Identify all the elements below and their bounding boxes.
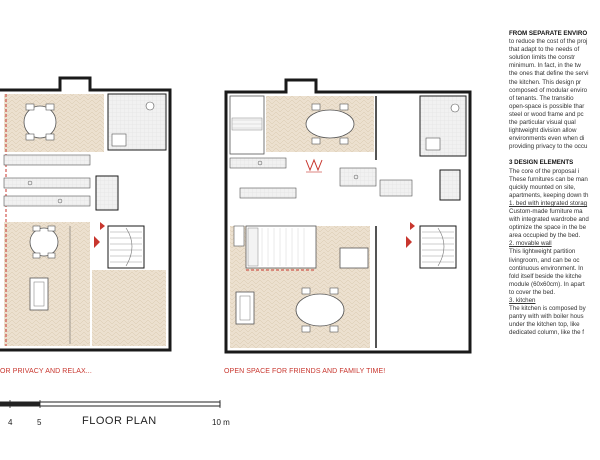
paragraph-line: dedicated column, like the f bbox=[509, 329, 584, 337]
paragraph-line: minimum. In fact, in the tw bbox=[509, 62, 581, 70]
paragraph-line: environments even when di bbox=[509, 135, 585, 143]
paragraph-line: with integrated wardrobe and bbox=[509, 216, 589, 224]
paragraph-line: to reduce the cost of the proj bbox=[509, 38, 588, 46]
paragraph-line: quickly mounted on site, bbox=[509, 183, 576, 191]
item-title-kitchen: 3. kitchen bbox=[509, 297, 536, 304]
paragraph-line: lightweight division allow bbox=[509, 127, 577, 135]
section-heading-design-elements: 3 DESIGN ELEMENTS bbox=[509, 159, 574, 167]
right-plan-caption: OPEN SPACE FOR FRIENDS AND FAMILY TIME! bbox=[224, 368, 386, 375]
staircase-icon bbox=[108, 226, 144, 268]
right-floor-plan bbox=[226, 80, 470, 352]
scale-tick-4: 4 bbox=[8, 418, 13, 427]
description-text-column bbox=[509, 30, 600, 460]
paragraph-line: providing privacy to the occu bbox=[509, 143, 588, 151]
staircase-icon bbox=[420, 226, 456, 268]
paragraph-line: open-space is possible thar bbox=[509, 102, 585, 110]
paragraph-line: module (60x60cm). In apart bbox=[509, 280, 585, 288]
sofa-icon bbox=[236, 292, 254, 324]
left-plan-caption: OR PRIVACY AND RELAX... bbox=[0, 368, 92, 375]
paragraph-line: optimize the space in the be bbox=[509, 224, 587, 232]
paragraph-line: the kitchen. This design pr bbox=[509, 78, 582, 86]
paragraph-line: The core of the proposal i bbox=[509, 167, 580, 175]
scale-bar-graphic bbox=[0, 396, 240, 416]
paragraph-line: solution limits the constr bbox=[509, 54, 576, 62]
floor-plan-title: FLOOR PLAN bbox=[82, 415, 157, 427]
dining-table-icon bbox=[24, 104, 56, 140]
dining-table-oval-icon bbox=[306, 104, 354, 144]
sofa-icon bbox=[30, 278, 48, 310]
double-bed-icon bbox=[246, 226, 316, 270]
paragraph-line: steel or wood frame and pc bbox=[509, 110, 584, 118]
paragraph-line: pantry with with boiler hous bbox=[509, 313, 584, 321]
paragraph-line: under the kitchen top, like bbox=[509, 321, 580, 329]
paragraph-line: composed of modular enviro bbox=[509, 86, 588, 94]
paragraph-line: apartments, keeping down th bbox=[509, 191, 589, 199]
paragraph-line: the ones that define the servi bbox=[509, 70, 589, 78]
paragraph-line: These furnitures can be man bbox=[509, 175, 588, 183]
paragraph-line: The kitchen is composed by bbox=[509, 305, 586, 313]
scale-tick-10m: 10 m bbox=[212, 418, 230, 427]
item-title-movable-wall: 2. movable wall bbox=[509, 240, 552, 248]
folding-wall-icon bbox=[306, 160, 322, 170]
paragraph-line: area occupied by the bed. bbox=[509, 232, 581, 240]
paragraph-line: fold itself beside the kitche bbox=[509, 272, 582, 280]
item-title-bed: 1. bed with integrated storag bbox=[509, 199, 588, 207]
paragraph-line: of tenants. The transitio bbox=[509, 94, 574, 102]
living-table-icon bbox=[30, 226, 58, 258]
paragraph-line: This lightweight partition bbox=[509, 248, 576, 256]
paragraph-line: continuous environment. In bbox=[509, 264, 584, 272]
left-floor-plan bbox=[0, 78, 170, 350]
paragraph-line: that adapt to the needs of bbox=[509, 46, 580, 54]
paragraph-line: to cover the bed. bbox=[509, 288, 556, 296]
paragraph-line: Custom-made furniture ma bbox=[509, 207, 583, 215]
scale-tick-5: 5 bbox=[37, 418, 42, 427]
kitchen-counter-icon bbox=[4, 155, 90, 165]
paragraph-line: livingroom, and can be oc bbox=[509, 256, 580, 264]
section-heading-environments: FROM SEPARATE ENVIRO bbox=[509, 30, 588, 37]
paragraph-line: the particular visual qual bbox=[509, 119, 576, 127]
